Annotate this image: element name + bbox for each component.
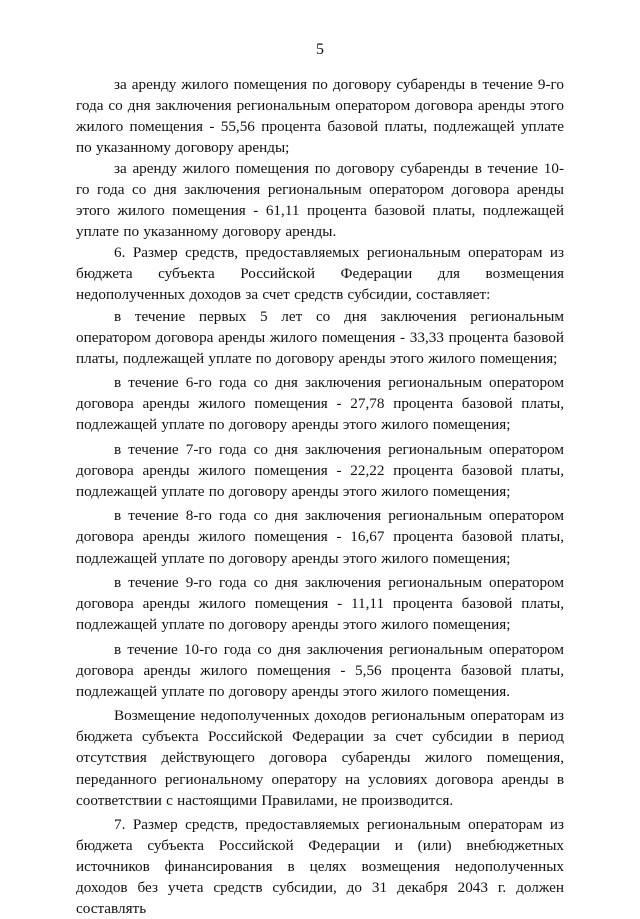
paragraph-year-9: в течение 9-го года со дня заключения региональным оператором договора аренды жилого помещения - 11,11 процента базовой платы, подлежащей уплате по договору аренды этого жилого помещения; (76, 574, 564, 634)
paragraph-year-6: в течение 6-го года со дня заключения региональным оператором договора аренды жилого помещения - 27,78 процента базовой платы, подлежащей уплате по договору аренды этого жилого помещения; (76, 374, 564, 434)
paragraph-clause-6: 6. Размер средств, предоставляемых региональным операторам из бюджета субъекта Российской Федерации для возмещения недополученных доходов за счет средств субсидии, составляет: (76, 244, 564, 304)
paragraph-no-compensation: Возмещение недополученных доходов региональным операторам из бюджета субъекта Российской Федерации за счет субсидии в период отсутствия действующего договора субаренды жилого помещения, переданного региональному оператору на условиях договора аренды в соответствии с настоящими Правилами, не производится. (76, 707, 564, 809)
paragraph-year-10: в течение 10-го года со дня заключения региональным оператором договора аренды жилого помещения - 5,56 процента базовой платы, подлежащей уплате по договору аренды этого жилого помещения. (76, 640, 564, 700)
paragraph-year-7: в течение 7-го года со дня заключения региональным оператором договора аренды жилого помещения - 22,22 процента базовой платы, подлежащей уплате по договору аренды этого жилого помещения; (76, 440, 564, 500)
paragraph-sublease-year-9: за аренду жилого помещения по договору субаренды в течение 9-го года со дня заключения региональным оператором договора аренды этого жилого помещения - 55,56 процента базовой платы, подлежащей уплате по указанному договору аренды; (76, 76, 564, 157)
paragraph-clause-7: 7. Размер средств, предоставляемых региональным операторам из бюджета субъекта Российской Федерации и (или) внебюджетных источников финансирования в целях возмещения недополученных доходов без учета средств субсидии, до 31 декабря 2043 г. должен составлять (76, 816, 564, 918)
document-body (76, 74, 564, 919)
paragraph-sublease-year-10: за аренду жилого помещения по договору субаренды в течение 10-го года со дня заключения региональным оператором договора аренды этого жилого помещения - 61,11 процента базовой платы, подлежащей уплате по указанному договору аренды. (76, 160, 564, 241)
paragraph-first-5-years: в течение первых 5 лет со дня заключения региональным оператором договора аренды жилого помещения - 33,33 процента базовой платы, подлежащей уплате по договору аренды этого жилого помещения; (76, 307, 564, 367)
paragraph-year-8: в течение 8-го года со дня заключения региональным оператором договора аренды жилого помещения - 16,67 процента базовой платы, подлежащей уплате по договору аренды этого жилого помещения; (76, 507, 564, 567)
page-number: 5 (316, 41, 324, 58)
